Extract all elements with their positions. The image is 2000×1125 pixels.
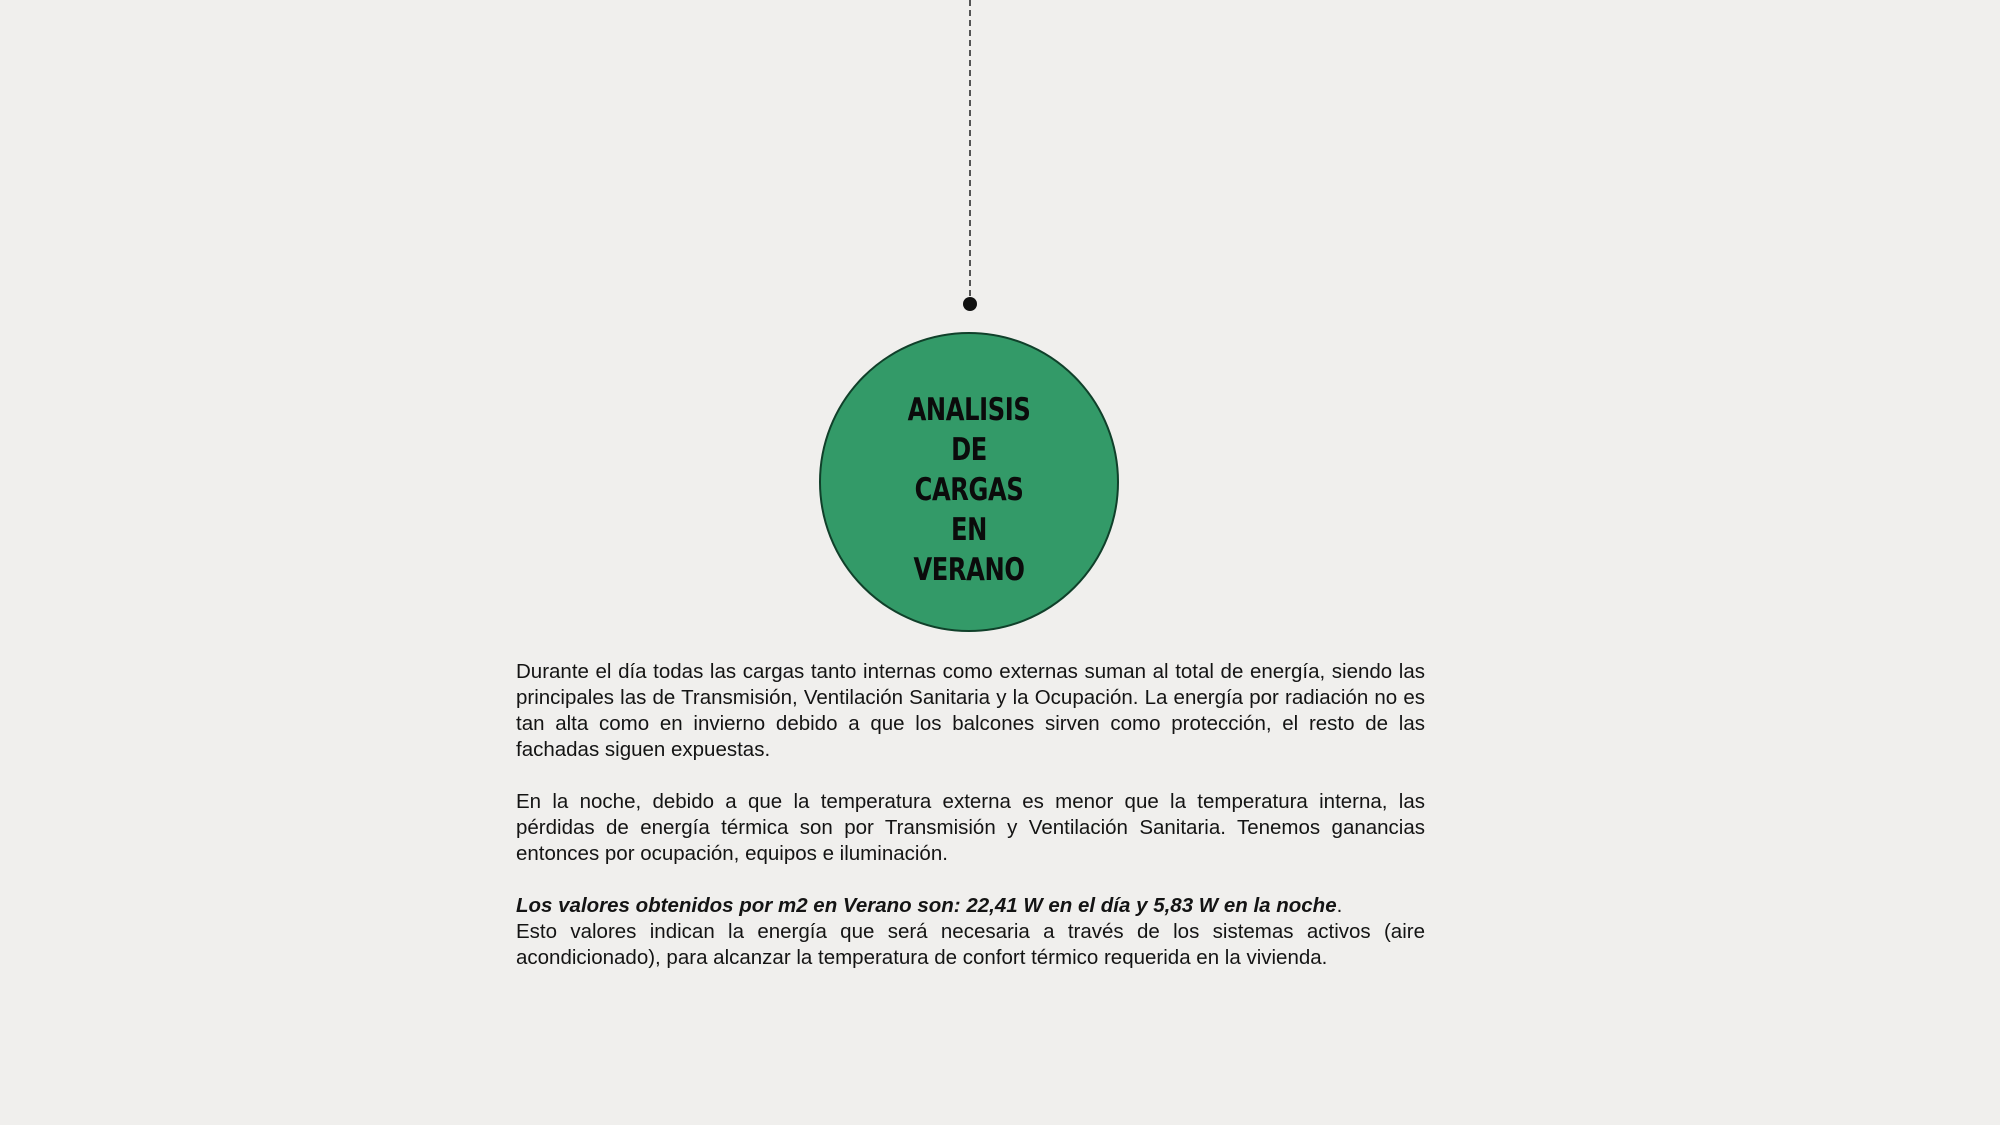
hanging-dot <box>963 297 977 311</box>
values-period: . <box>1336 894 1343 917</box>
paragraph-values <box>516 893 1425 971</box>
body-text <box>516 659 1425 971</box>
paragraph-day: Durante el día todas las cargas tanto internas como externas suman al total de energía, siendo las principales las de Transmisión, Ventilación Sanitaria y la Ocupación. La energía por radiación no es tan alta como en invierno debido a que los balcones sirven como protección, el resto de las fachadas siguen expuestas. <box>516 660 1425 761</box>
values-explanation: Esto valores indican la energía que será necesaria a través de los sistemas activos (aire acondicionado), para alcanzar la temperatura de confort térmico requerida en la vivienda. <box>516 920 1425 969</box>
values-emphasis: Los valores obtenidos por m2 en Verano son: 22,41 W en el día y 5,83 W en la noche <box>516 894 1337 917</box>
dashed-hanging-line <box>969 0 971 296</box>
paragraph-night: En la noche, debido a que la temperatura externa es menor que la temperatura interna, las pérdidas de energía térmica son por Transmisión y Ventilación Sanitaria. Tenemos ganancias entonces por ocupación, equipos e iluminación. <box>516 790 1425 865</box>
slide-title: ANALISIS DE CARGAS EN VERANO <box>907 392 1031 588</box>
title-circle <box>819 332 1119 632</box>
